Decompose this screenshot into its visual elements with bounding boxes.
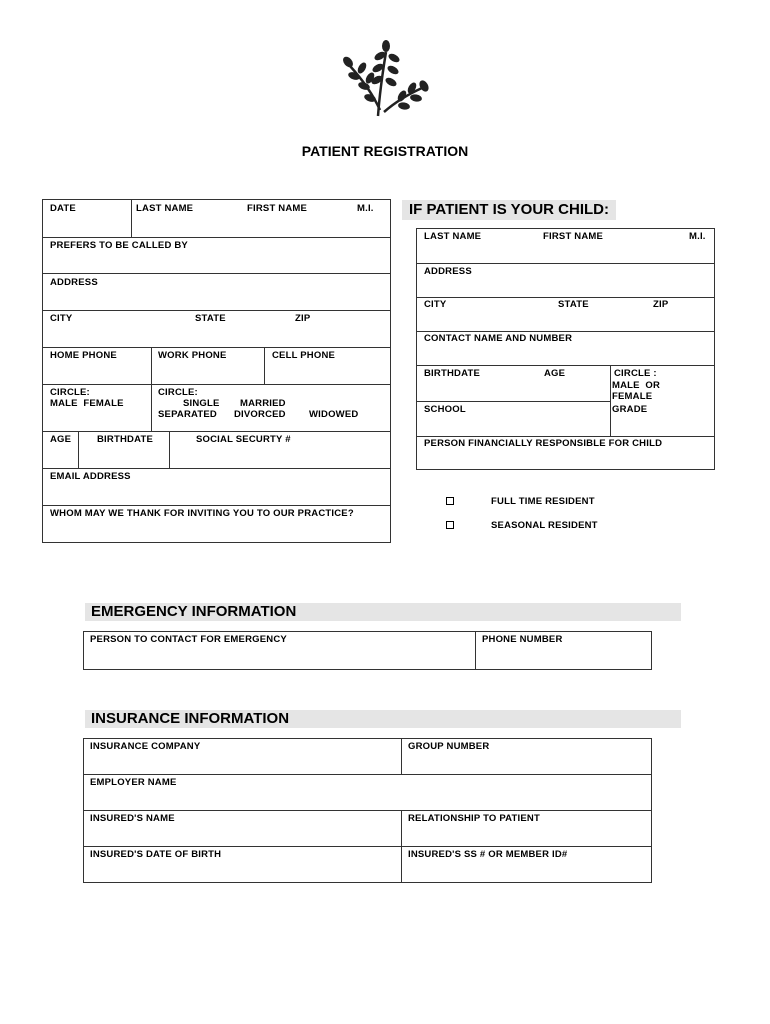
last-name-field[interactable]: LAST NAME (136, 203, 194, 214)
marital-single[interactable]: SINGLE (183, 398, 220, 409)
seasonal-resident-checkbox[interactable] (446, 521, 454, 529)
ssn-field[interactable]: SOCIAL SECURTY # (196, 434, 291, 445)
child-last-name-field[interactable]: LAST NAME (424, 231, 482, 242)
marital-widowed[interactable]: WIDOWED (309, 409, 359, 420)
child-birthdate-field[interactable]: BIRTHDATE (424, 368, 480, 379)
child-state-field[interactable]: STATE (558, 299, 589, 310)
sex-circle-label: CIRCLE: (50, 387, 90, 398)
first-name-field[interactable]: FIRST NAME (247, 203, 308, 214)
page-title: PATIENT REGISTRATION (301, 143, 469, 159)
child-middle-initial-field[interactable]: M.I. (689, 231, 706, 242)
insured-dob-field[interactable]: INSURED'S DATE OF BIRTH (90, 849, 222, 860)
address-field[interactable]: ADDRESS (50, 277, 98, 288)
age-field[interactable]: AGE (50, 434, 72, 445)
home-phone-field[interactable]: HOME PHONE (50, 350, 117, 361)
insurance-section-title: INSURANCE INFORMATION (91, 710, 290, 727)
seasonal-resident-label: SEASONAL RESIDENT (491, 520, 598, 531)
full-time-resident-checkbox[interactable] (446, 497, 454, 505)
preferred-name-field[interactable]: PREFERS TO BE CALLED BY (50, 240, 188, 251)
emergency-phone-field[interactable]: PHONE NUMBER (482, 634, 563, 645)
child-grade-field[interactable]: GRADE (612, 404, 648, 415)
city-field[interactable]: CITY (50, 313, 73, 324)
financially-responsible-field[interactable]: PERSON FINANCIALLY RESPONSIBLE FOR CHILD (424, 438, 663, 449)
relationship-field[interactable]: RELATIONSHIP TO PATIENT (408, 813, 540, 824)
child-city-field[interactable]: CITY (424, 299, 447, 310)
child-zip-field[interactable]: ZIP (653, 299, 669, 310)
insured-name-field[interactable]: INSURED'S NAME (90, 813, 175, 824)
referral-field[interactable]: WHOM MAY WE THANK FOR INVITING YOU TO OUR PRACTICE? (50, 508, 354, 519)
insured-ssn-field[interactable]: INSURED'S SS # OR MEMBER ID# (408, 849, 568, 860)
child-sex-circle-label: CIRCLE : (614, 368, 657, 379)
child-contact-field[interactable]: CONTACT NAME AND NUMBER (424, 333, 573, 344)
child-sex-female[interactable]: FEMALE (612, 391, 653, 402)
child-age-field[interactable]: AGE (544, 368, 566, 379)
marital-divorced[interactable]: DIVORCED (234, 409, 286, 420)
marital-married[interactable]: MARRIED (240, 398, 286, 409)
emergency-section-title: EMERGENCY INFORMATION (91, 603, 297, 620)
sex-options[interactable]: MALE FEMALE (50, 398, 124, 409)
leaf-logo-icon (340, 38, 430, 120)
child-school-field[interactable]: SCHOOL (424, 404, 466, 415)
email-field[interactable]: EMAIL ADDRESS (50, 471, 131, 482)
child-address-field[interactable]: ADDRESS (424, 266, 472, 277)
work-phone-field[interactable]: WORK PHONE (158, 350, 227, 361)
emergency-contact-field[interactable]: PERSON TO CONTACT FOR EMERGENCY (90, 634, 287, 645)
cell-phone-field[interactable]: CELL PHONE (272, 350, 336, 361)
state-field[interactable]: STATE (195, 313, 226, 324)
middle-initial-field[interactable]: M.I. (357, 203, 374, 214)
employer-name-field[interactable]: EMPLOYER NAME (90, 777, 177, 788)
zip-field[interactable]: ZIP (295, 313, 311, 324)
child-first-name-field[interactable]: FIRST NAME (543, 231, 604, 242)
child-info-form (416, 228, 715, 470)
child-sex-male-or[interactable]: MALE OR (612, 380, 661, 391)
full-time-resident-label: FULL TIME RESIDENT (491, 496, 595, 507)
group-number-field[interactable]: GROUP NUMBER (408, 741, 490, 752)
child-section-title: IF PATIENT IS YOUR CHILD: (409, 201, 610, 218)
birthdate-field[interactable]: BIRTHDATE (97, 434, 153, 445)
date-field[interactable]: DATE (50, 203, 76, 214)
marital-separated[interactable]: SEPARATED (158, 409, 217, 420)
marital-circle-label: CIRCLE: (158, 387, 198, 398)
insurance-company-field[interactable]: INSURANCE COMPANY (90, 741, 201, 752)
